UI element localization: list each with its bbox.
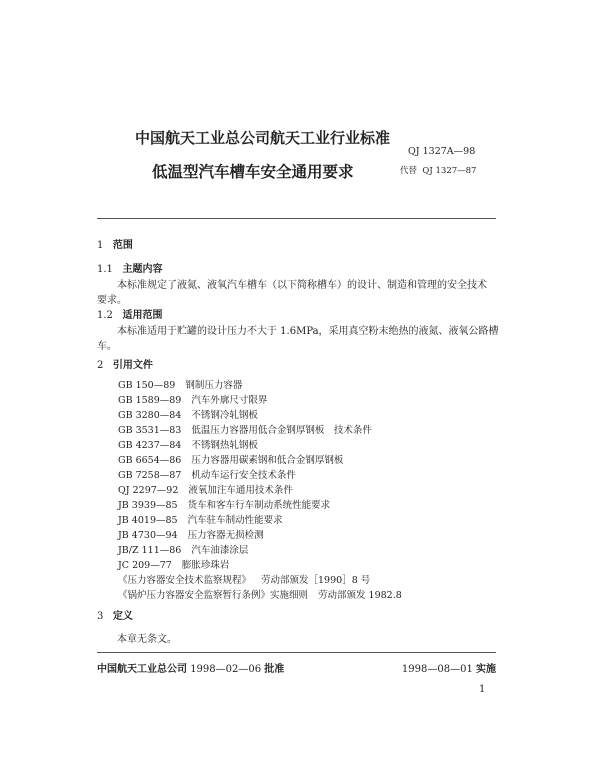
reference-title: 低温压力容器用低合金钢厚钢板 技术条件 bbox=[191, 425, 372, 436]
reference-item bbox=[118, 467, 296, 481]
section-number: 1.1 bbox=[97, 264, 113, 275]
effective-date: 1998—08—01 bbox=[401, 664, 473, 675]
section-number: 2 bbox=[97, 360, 104, 371]
reference-code: GB 3531—83 bbox=[118, 425, 182, 436]
reference-title: 汽车驻车制动性能要求 bbox=[187, 515, 283, 526]
replaces-label: 代替 bbox=[400, 166, 418, 176]
reference-code: GB 1589—89 bbox=[118, 395, 182, 406]
paragraph-continued: 车。 bbox=[97, 341, 117, 352]
reference-code: JC 209—77 bbox=[118, 560, 172, 571]
reference-code: GB 4237—84 bbox=[118, 440, 182, 451]
paragraph-continued: 要求。 bbox=[97, 295, 127, 306]
reference-title: 货车和客车行车制动系统性能要求 bbox=[187, 500, 331, 511]
reference-item bbox=[118, 452, 343, 466]
replaces-number: QJ 1327—87 bbox=[422, 166, 477, 176]
section-2-heading bbox=[97, 356, 153, 371]
section-title: 适用范围 bbox=[122, 310, 163, 321]
org-title: 中国航天工业总公司航天工业行业标准 bbox=[135, 129, 391, 147]
reference-item bbox=[118, 482, 293, 496]
replaces-line bbox=[400, 164, 476, 176]
issuer: 中国航天工业总公司 bbox=[97, 664, 187, 675]
reference-code: 《锅炉压力容器安全监察暂行条例》实施细则 bbox=[118, 590, 309, 601]
reference-code: 《压力容器安全技术监察规程》 bbox=[118, 575, 252, 586]
reference-code: GB 7258—87 bbox=[118, 470, 182, 481]
reference-title: 压力容器无损检测 bbox=[187, 530, 264, 541]
standard-number: QJ 1327A—98 bbox=[408, 146, 476, 157]
reference-item bbox=[118, 512, 283, 526]
reference-code: JB 3939—85 bbox=[118, 500, 178, 511]
header-divider bbox=[97, 218, 496, 219]
reference-item bbox=[118, 422, 372, 436]
reference-title: 膨胀珍珠岩 bbox=[181, 560, 230, 571]
approve-label: 批准 bbox=[264, 664, 285, 675]
reference-title: 压力容器用碳素钢和低合金钢厚钢板 bbox=[191, 455, 344, 466]
section-title: 定义 bbox=[112, 611, 133, 622]
reference-item bbox=[118, 437, 258, 451]
section-number: 1 bbox=[97, 240, 104, 251]
reference-item bbox=[118, 407, 258, 421]
section-1-2-heading bbox=[97, 306, 162, 321]
section-title: 引用文件 bbox=[112, 360, 153, 371]
reference-title: 汽车油漆涂层 bbox=[191, 545, 249, 556]
reference-item bbox=[118, 392, 267, 406]
section-title: 范围 bbox=[112, 240, 133, 251]
reference-item bbox=[118, 542, 248, 556]
reference-code: GB 6654—86 bbox=[118, 455, 182, 466]
reference-title: 机动车运行安全技术条件 bbox=[191, 470, 296, 481]
reference-item bbox=[118, 527, 264, 541]
reference-code: JB 4730—94 bbox=[118, 530, 178, 541]
paragraph: 本标准规定了液氮、液氧汽车槽车（以下简称槽车）的设计、制造和管理的安全技术 bbox=[117, 280, 487, 291]
section-1-1-heading bbox=[97, 260, 162, 275]
section-title: 主题内容 bbox=[122, 264, 163, 275]
reference-item bbox=[118, 497, 330, 511]
footer-effective bbox=[402, 660, 496, 675]
reference-title: 不锈钢热轧钢板 bbox=[191, 440, 258, 451]
paragraph: 本标准适用于贮罐的设计压力不大于 1.6MPa，采用真空粉末绝热的液氮、液氧公路槽 bbox=[117, 326, 499, 337]
reference-title: 钢制压力容器 bbox=[185, 380, 243, 391]
approve-date: 1998—02—06 bbox=[190, 664, 262, 675]
reference-code: GB 3280—84 bbox=[118, 410, 182, 421]
reference-code: GB 150—89 bbox=[118, 380, 176, 391]
reference-title: 不锈钢冷轧钢板 bbox=[191, 410, 258, 421]
reference-item bbox=[118, 572, 370, 586]
section-number: 1.2 bbox=[97, 310, 113, 321]
page-number: 1 bbox=[479, 684, 486, 695]
paragraph: 本章无条文。 bbox=[117, 634, 177, 645]
reference-title: 液氧加注车通用技术条件 bbox=[188, 485, 293, 496]
reference-item bbox=[118, 587, 402, 601]
reference-title: 劳动部颁发 1982.8 bbox=[318, 590, 402, 601]
document-title: 低温型汽车槽车安全通用要求 bbox=[152, 163, 354, 181]
reference-item bbox=[118, 557, 229, 571]
footer-approval bbox=[97, 660, 284, 675]
section-3-heading bbox=[97, 607, 133, 622]
effective-label: 实施 bbox=[476, 664, 496, 675]
reference-code: JB 4019—85 bbox=[118, 515, 178, 526]
section-number: 3 bbox=[97, 611, 104, 622]
reference-code: JB/Z 111—86 bbox=[118, 545, 182, 556]
reference-item bbox=[118, 377, 242, 391]
footer-divider bbox=[97, 652, 496, 653]
section-1-heading bbox=[97, 236, 133, 251]
reference-title: 劳动部颁发［1990］8 号 bbox=[261, 575, 371, 586]
reference-title: 汽车外廓尺寸限界 bbox=[191, 395, 268, 406]
reference-code: QJ 2297—92 bbox=[118, 485, 179, 496]
